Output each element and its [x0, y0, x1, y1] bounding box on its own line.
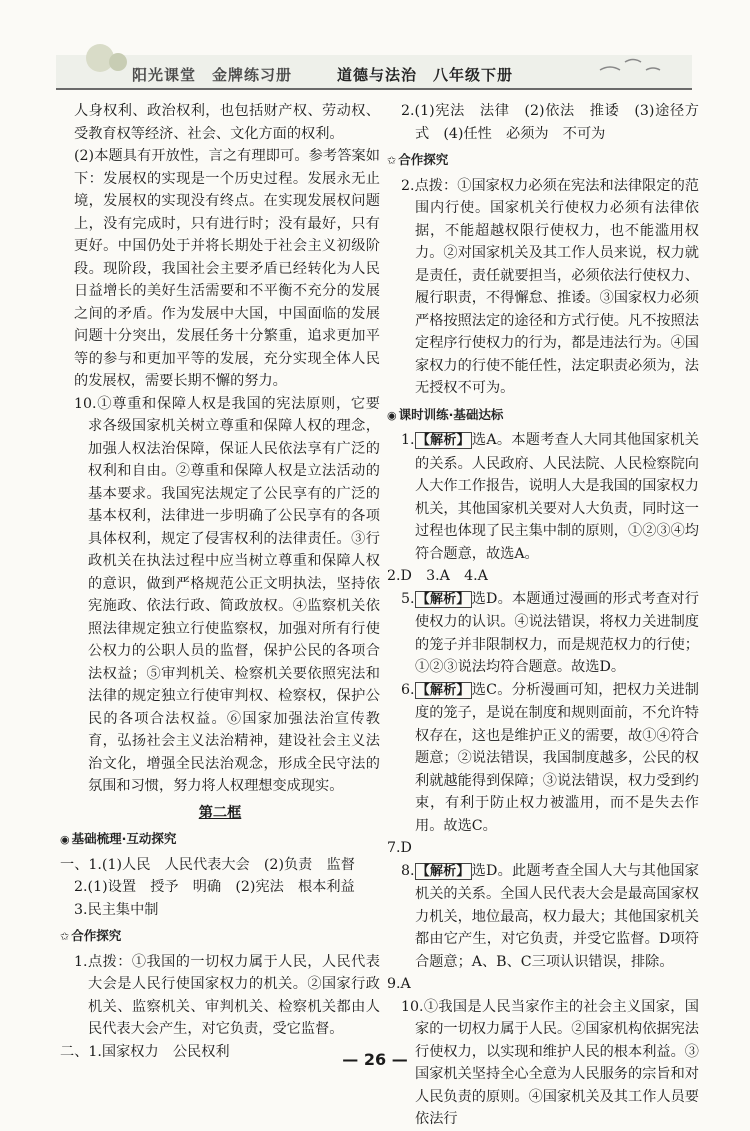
section-title: 第二框: [198, 804, 242, 821]
right-line-9: 9.A: [387, 976, 411, 992]
right-line-4: 2.D 3.A 4.A: [387, 568, 488, 584]
book-icon: ◉: [60, 833, 70, 846]
section-bar-cooperate-2: ✩ 合作探究: [387, 152, 449, 167]
left-para-3: 10.①尊重和保障人权是我国的宪法原则，它要求各级国家机关树立尊重和保障人权的理念，加强人权法治保障，保证人民依法享有广泛的权利和自由。②尊重和保障人权是立法活动的基本要求。我国宪法规定了公民享有的广泛的基本权利，法律进一步明确了公民享有的各项具体权利，规定了侵害权利的法律责任。③行政机关在执法过程中应当树立尊重和保障人权的意识，做到严格规范公正文明执法，坚持依宪施政、依法行政、简政放权。④监察机关依照法律规定独立行使监察权，加强对所有行使公权力的公职人员的监督，保护公民的各项合法权益；⑤审判机关、检察机关要依照宪法和法律的规定独立行使审判权、检察权，保护公民的各项合法权益。⑥国家加强法治宣传教育，弘扬社会主义法治精神，建设社会主义法治文化，增强全民法治观念，形成全民守法的氛围和习惯，努力将人权理想变成现实。: [74, 395, 380, 794]
left-line-5: 二、1.国家权力 公民权利: [60, 1043, 230, 1060]
right-line-8: 8. 【解析】 选D。此题考查全国人大与其他国家机关的关系。全国人民代表大会是最高国家权力机关，地位最高，权力最大；其他国家机关都由它产生，对它负责，并受它监督。D项符合题意；A、B、C三项认识错误，排除。: [401, 862, 699, 970]
right-line-5: 5. 【解析】 选D。本题通过漫画的形式考查对行使权力的认识。④说法错误，将权力关进制度的笼子并非限制权力，而是规范权力的行使；①②③说法均符合题意。故选D。: [401, 590, 699, 675]
star-icon: ✩: [60, 930, 70, 943]
left-para-2: (2)本题具有开放性，言之有理即可。参考答案如下：发展权的实现是一个历史过程。发展永无止境，发展权的实现没有终点。在实现发展权问题上，没有完成时，只有进行时；没有最好，只有更好。中国仍处于并将长期处于社会主义初级阶段。现阶段，我国社会主要矛盾已经转化为人民日益增长的美好生活需要和不平衡不充分的发展之间的矛盾。作为发展中大国，中国面临的发展问题十分突出，发展任务十分繁重，追求更加平等的参与和更加平等的发展，充分实现全体人民的发展权，需要长期不懈的努力。: [74, 148, 380, 389]
book-icon: ◉: [387, 408, 397, 422]
star-icon: ✩: [387, 154, 397, 167]
left-line-2: 2.(1)设置 授予 明确 (2)宪法 根本利益: [74, 879, 355, 895]
right-line-7: 7.D: [387, 840, 412, 856]
header-divider: [56, 88, 692, 90]
section-bar-basics: ◉ 基础梳理·互动探究: [60, 831, 177, 846]
header-series: 阳光课堂 金牌练习册: [132, 66, 293, 84]
right-line-3: 1. 【解析】 选A。本题考查人大同其他国家机关的关系。人民政府、人民法院、人民检察院向人大作工作报告，说明人大是我国的国家权力机关，其他国家机关要对人大负责，同时这一过程也体现了民主集中制的原则，①②③④均符合题意，故选A。: [401, 432, 699, 562]
left-line-3: 3.民主集中制: [74, 901, 159, 918]
page-header: [0, 0, 750, 95]
header-subject: 道德与法治 八年级下册: [337, 66, 514, 84]
page-number: — 26 —: [342, 1050, 408, 1069]
left-line-1: 一、1.(1)人民 人民代表大会 (2)负责 监督: [60, 856, 355, 873]
left-para-1: 人身权利、政治权利，也包括财产权、劳动权、受教育权等经济、社会、文化方面的权利。: [74, 103, 380, 142]
left-line-4: 1.点拨：①我国的一切权力属于人民，人民代表大会是人民行使国家权力的机关。②国家行政机关、监察机关、审判机关、检察机关都由人民代表大会产生，对它负责，受它监督。: [74, 953, 380, 1037]
left-column: [60, 100, 380, 1063]
section-bar-cooperate: ✩ 合作探究: [60, 928, 122, 943]
section-bar-practice: ◉ 课时训练·基础达标: [387, 406, 504, 422]
right-line-10: 10.①我国是人民当家作主的社会主义国家，国家的一切权力属于人民。②国家机构依据宪法行使权力，以实现和维护人民的根本利益。③国家机关坚持全心全意为人民服务的宗旨和对人民负责的原则。④国家机关及其工作人员要依法行: [401, 998, 699, 1127]
right-line-1: 2.(1)宪法 法律 (2)依法 推诿 (3)途径方式 (4)任性 必须为 不可为: [401, 103, 699, 142]
right-line-6: 6. 【解析】 选C。分析漫画可知，把权力关进制度的笼子，是说在制度和规则面前，不允许特权存在，这也是维护正义的需要，故①④符合题意；②说法错误，我国制度越多，公民的权利就越能得到保障；③说法错误，权力受到约束，有利于防止权力被滥用，而不是失去作用。故选C。: [401, 681, 699, 834]
right-line-2: 2.点拨：①国家权力必须在宪法和法律限定的范围内行使。国家机关行使权力必须有法律依据，不能超越权限行使权力，也不能滥用权力。②对国家机关及其工作人员来说，权力就是责任，责任就要担当，必须依法行使权力、履行职责，不得懈怠、推诿。③国家权力必须严格按照法定的途径和方式行使。凡不按照法定程序行使权力的行为，都是违法行为。④国家权力的行使不能任性，法定职责必须为，法无授权不可为。: [401, 177, 699, 396]
right-column: [387, 100, 699, 1131]
